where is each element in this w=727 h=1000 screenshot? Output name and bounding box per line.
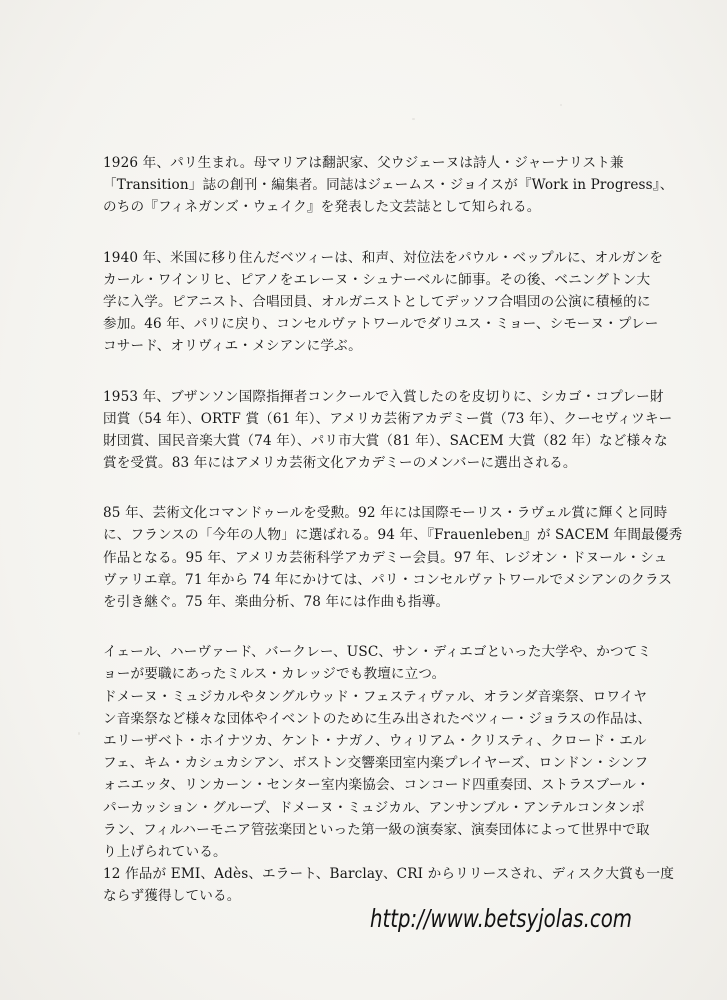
scan-speck	[78, 732, 80, 735]
handwritten-url	[368, 893, 648, 943]
text-line: ラン、フィルハーモニア管弦楽団といった第一級の演奏家、演奏団体によって世界中で取	[103, 821, 650, 838]
text-line: 賞を受賞。83 年にはアメリカ芸術文化アカデミーのメンバーに選出される。	[103, 455, 577, 472]
text-line: 85 年、芸術文化コマンドゥールを受勲。92 年には国際モーリス・ラヴェル賞に輝くと同時	[103, 505, 668, 522]
text-line: 12 作品が EMI、Adès、エラート、Barclay、CRI からリリースされ、ディスク大賞も一度	[103, 866, 675, 883]
text-line: ョーが要職にあったミルス・カレッジでも教壇に立つ。	[103, 666, 446, 683]
text-line: 1926 年、パリ生まれ。母マリアは翻訳家、父ウジェーヌは詩人・ジャーナリスト兼	[103, 155, 624, 171]
text-line: 学に入学。ピアニスト、合唱団員、オルガニストとしてデッソフ合唱団の公演に積極的に	[103, 293, 651, 310]
scan-speck	[412, 118, 415, 120]
paragraph-3	[103, 386, 673, 475]
text-line: ン音楽祭など様々な団体やイベントのために生み出されたベツィー・ジョラスの作品は、	[103, 710, 652, 727]
document-body	[103, 152, 683, 907]
text-line: 団賞（54 年）、ORTF 賞（61 年）、アメリカ芸術アカデミー賞（73 年）、クーセヴィツキー	[103, 410, 673, 427]
paragraph-4	[103, 502, 683, 613]
text-line: カール・ワインリヒ、ピアノをエレーヌ・シュナーベルに師事。その後、ベニングトン大	[103, 271, 651, 288]
text-line: ドメーヌ・ミュジカルやタングルウッド・フェスティヴァル、オランダ音楽祭、ロワイヤ	[103, 688, 648, 705]
paragraph-2	[103, 247, 663, 358]
text-line: 「Transition」誌の創刊・編集者。同誌はジェームス・ジョイスが『Work in Progress』、	[103, 177, 674, 194]
text-line: 1940 年、米国に移り住んだベツィーは、和声、対位法をパウル・ベップルに、オルガンを	[103, 249, 664, 266]
text-line: り上げられている。	[103, 843, 227, 860]
scan-speck	[560, 104, 562, 106]
text-line: のちの『フィネガンズ・ウェイク』を発表した文芸誌として知られる。	[103, 199, 541, 216]
text-line: フェ、キム・カシュカシアン、ボストン交響楽団室内楽プレイヤーズ、ロンドン・シンフ	[103, 755, 649, 772]
paragraph-1	[103, 152, 674, 219]
text-line: に、フランスの「今年の人物」に選ばれる。94 年、『Frauenleben』が SACEM 年間最優秀	[103, 527, 683, 544]
text-line: 1953 年、ブザンソン国際指揮者コンクールで入賞したのを皮切りに、シカゴ・コプレー財	[103, 388, 664, 405]
handwritten-url-text: http://www.betsyjolas.com	[370, 904, 632, 933]
text-line: 財団賞、国民音楽大賞（74 年）、パリ市大賞（81 年）、SACEM 大賞（82 年）など様々な	[103, 432, 668, 449]
text-line: 作品となる。95 年、アメリカ芸術科学アカデミー会員。97 年、レジオン・ドヌール・シュ	[103, 549, 668, 566]
handwritten-url-graphic	[368, 893, 648, 943]
text-line: ならず獲得している。	[103, 888, 241, 905]
text-line: エリーザベト・ホイナツカ、ケント・ナガノ、ウィリアム・クリスティ、クロード・エル	[103, 732, 647, 749]
text-line: イェール、ハーヴァード、バークレー、USC、サン・ディエゴといった大学や、かつてミ	[103, 644, 652, 661]
text-line: ォニエッタ、リンカーン・センター室内楽協会、コンコード四重奏団、ストラスブール・	[103, 777, 650, 794]
text-line: パーカッション・グループ、ドメーヌ・ミュジカル、アンサンブル・アンテルコンタンポ	[103, 799, 645, 816]
text-line: コサード、オリヴィエ・メシアンに学ぶ。	[103, 338, 362, 355]
text-line: ヴァリエ章。71 年から 74 年にかけては、パリ・コンセルヴァトワールでメシアンのクラス	[103, 571, 673, 588]
text-line: 参加。46 年、パリに戻り、コンセルヴァトワールでダリユス・ミョー、シモーヌ・プレー	[103, 316, 659, 333]
text-line: を引き継ぐ。75 年、楽曲分析、78 年には作曲も指導。	[103, 594, 450, 610]
paragraph-5	[103, 641, 675, 907]
